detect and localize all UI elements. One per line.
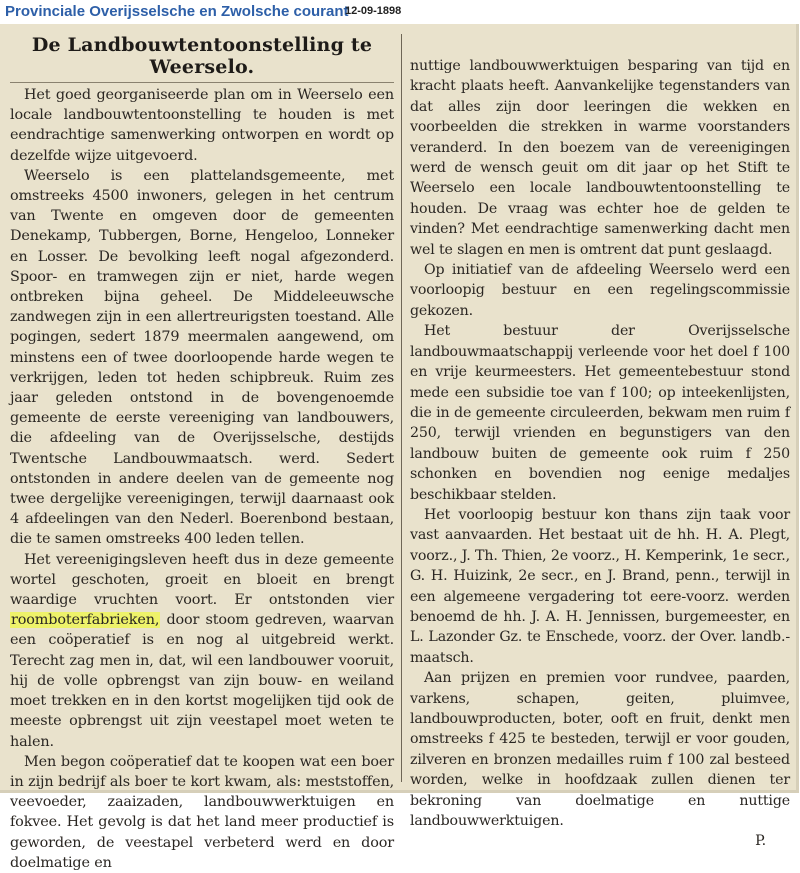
search-highlight: roomboterfabrieken, [11, 612, 160, 629]
paragraph: nuttige landbouwwerktuigen besparing van tijd en kracht plaats heeft. Aanvankelijke tegenstanders van dat alles zijn door leeringen die wekken en voorbeelden die strekken in warme voorstanders veranderd. In den boezem van de vereenigingen werd de wensch geuit om dit jaar op het Stift te Weerselo een locale landbouwtentoonstelling te houden. De vraag was echter hoe de gelden te vinden? Met eendrachtige samenwerking dacht men wel te slagen en men is omtrent dat punt geslaagd. [410, 58, 790, 258]
paragraph: Weerselo is een plattelandsgemeente, met omstreeks 4500 inwoners, gelegen in het centrum van Twente en omgeven door de gemeenten Denekamp, Tubbergen, Borne, Hengeloo, Lonneker en Losser. De bevolking leeft nogal afgezonderd. Spoor- en tramwegen zijn er niet, harde wegen ontbreken bijna geheel. De Middeleeuwsche zandwegen zijn in een allertreurigsten toestand. Alle pogingen, sedert 1879 meermalen aangewend, om minstens een of twee doorloopende harde wegen te verkrijgen, leden tot heden schipbreuk. Ruim zes jaar geleden ontstond in de bovengenoemde gemeente de eerste vereeniging van landbouwers, die afdeeling van de Overijsselsche, destijds Twentsche Landbouwmaatsch. werd. Sedert ontstonden in andere deelen van de gemeente nog twee dergelijke vereenigingen, terwijl daarnaast ook 4 afdeelingen van den Nederl. Boerenbond bestaan, die te samen omstreeks 400 leden tellen. [10, 167, 394, 548]
newspaper-clipping [0, 24, 799, 871]
paragraph: Men begon coöperatief dat te koopen wat een boer in zijn bedrijf als boer te kort kwam, als: meststoffen, veevoeder, zaaizaden, landbouwwerktuigen en fokvee. Het gevolg is dat het land meer productief is geworden, de veestapel verbeterd werd en door doelmatige en [10, 753, 394, 871]
right-column [410, 56, 790, 852]
article-headline: De Landbouwtentoonstelling te Weerselo. [10, 34, 394, 83]
publication-date: 12-09-1898 [345, 5, 402, 17]
paragraph: Het goed georganiseerde plan om in Weerselo een locale landbouwtentoonstelling te houden is met eendrachtige samenwerking ontworpen en wordt op dezelfde wijze uitgevoerd. [10, 87, 394, 164]
paragraph-text: door stoom gedreven, waarvan een coöperatief is en nog al uitgebreid werkt. Terecht zag men in, dat, wil een landbouwer vooruit, hij de volle opbrengst van zijn bouw- en weiland moet trekken en in den kortst mogelijken tijd ook de meeste opbrengst uit zijn veestapel moet weten te halen. [10, 612, 394, 750]
paragraph: Het voorloopig bestuur kon thans zijn taak voor vast aanvaarden. Het bestaat uit de hh. H. A. Plegt, voorz., J. Th. Thien, 2e voorz., H. Kemperink, 1e secr., G. H. Huizink, 2e secr., en J. Brand, penn., terwijl in een algemeene vergadering tot eere-voorz. werden benoemd de hh. J. A. H. Jennissen, burgemeester, en L. Lazonder Gz. te Enschede, voorz. der Over. landb.-maatsch. [410, 506, 790, 666]
source-header [0, 0, 800, 24]
paragraph: Het bestuur der Overijsselsche landbouwmaatschappij verleende voor het doel f 100 en vrije keurmeesters. Het gemeentebestuur stond mede een subsidie toe van f 100; op inteekenlijsten, die in de gemeente circuleerden, bekwam men ruim f 250, terwijl vrienden en begunstigers van den landbouw buiten de gemeente ook ruim f 250 schonken en bovendien nog eenige medaljes beschikbaar stelden. [410, 323, 790, 503]
paragraph: Op initiatief van de afdeeling Weerselo werd een voorloopig bestuur en een regelingscommissie gekozen. [410, 262, 790, 319]
paragraph: Aan prijzen en premien voor rundvee, paarden, varkens, schapen, geiten, pluimvee, landbouwproducten, boter, ooft en fruit, denkt men omstreeks f 425 te besteden, terwijl er voor gouden, zilveren en bronzen medailles ruim f 100 zal besteed worden, welke in hoofdzaak zullen dienen ter bekroning van doelmatige en nuttige landbouwwerktuigen. [410, 670, 790, 830]
author-signature: P. [755, 833, 766, 850]
paragraph-with-highlight [10, 550, 394, 752]
left-column [10, 30, 394, 873]
newspaper-title: Provinciale Overijsselsche en Zwolsche courant [5, 3, 349, 20]
paragraph-text: Het vereenigingsleven heeft dus in deze gemeente wortel geschoten, groeit en bloeit en brengt waardige vruchten voort. Er ontstonden vier [10, 551, 394, 609]
column-divider [401, 34, 402, 782]
